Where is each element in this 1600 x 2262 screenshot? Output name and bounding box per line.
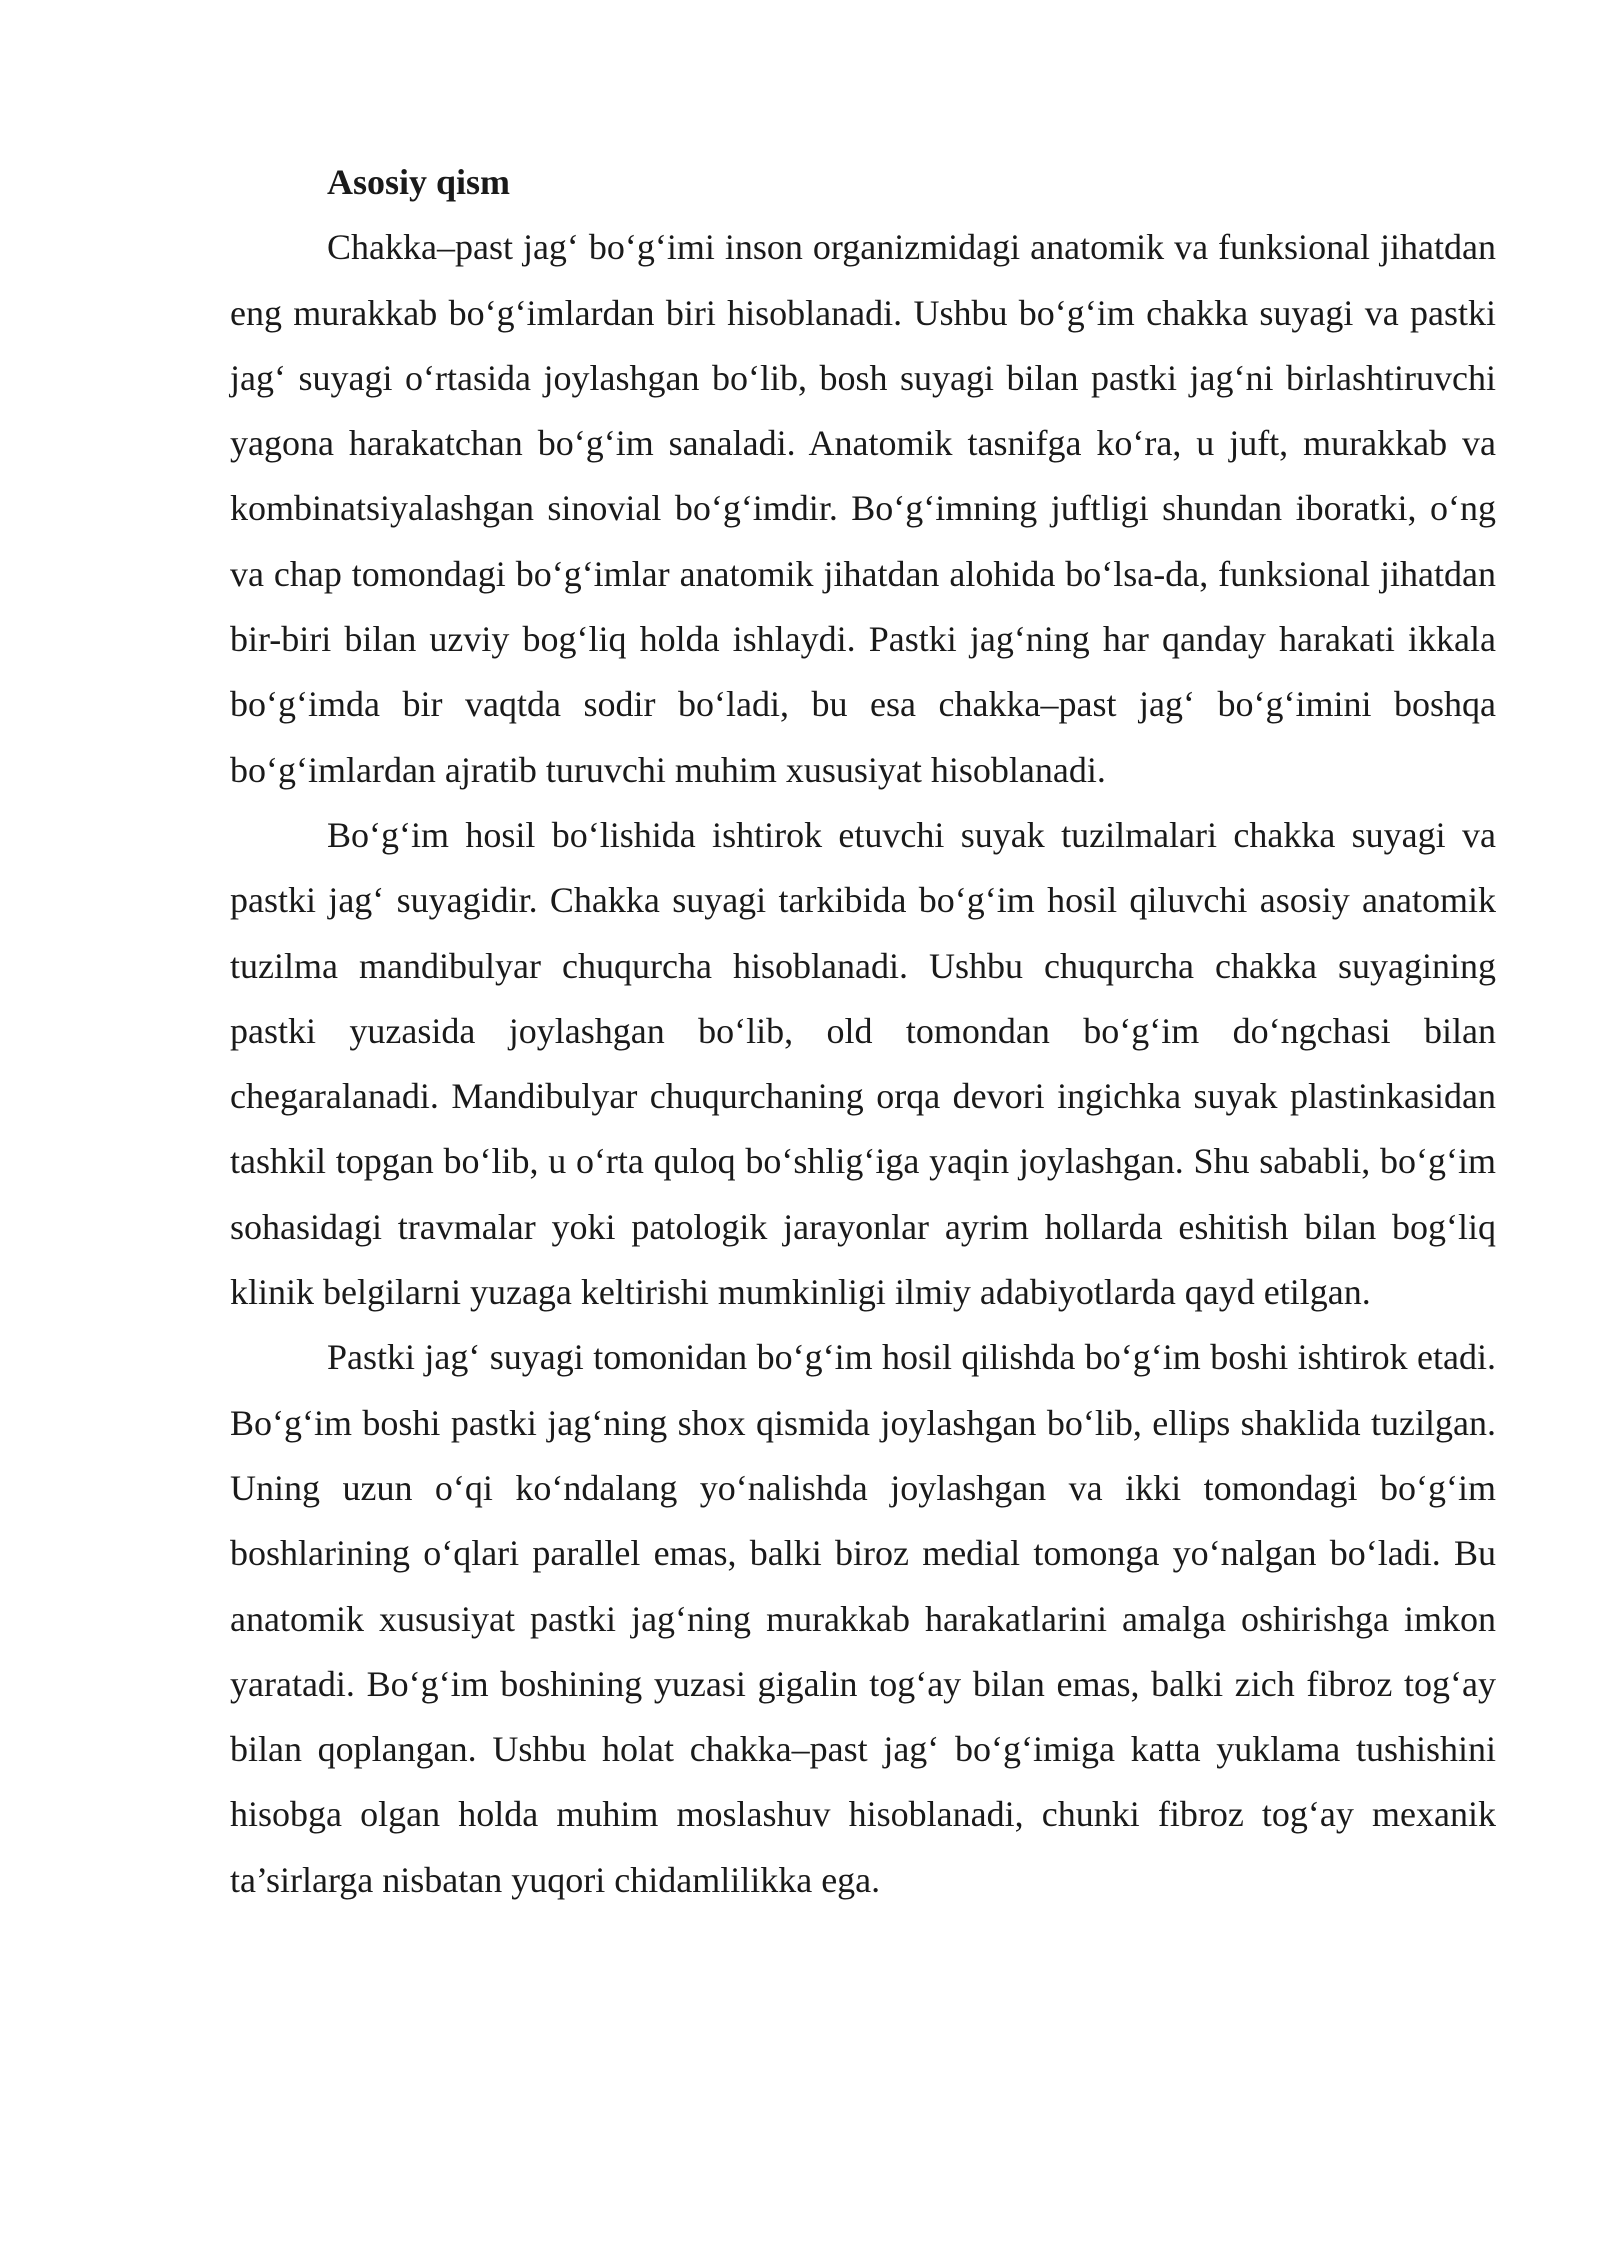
paragraph-2: Bo‘g‘im hosil bo‘lishida ishtirok etuvchi suyak tuzilmalari chakka suyagi va pastki jag‘ suyagidir. Chakka suyagi tarkibida bo‘g‘im hosil qiluvchi asosiy anatomik tuzilma mandibulyar chuqurcha hisoblanadi. Ushbu chuqurcha chakka suyagining pastki yuzasida joylashgan bo‘lib, old tomondan bo‘g‘im do‘ngchasi bilan chegaralanadi. Mandibulyar chuqurchaning orqa devori ingichka suyak plastinkasidan tashkil topgan bo‘lib, u o‘rta quloq bo‘shlig‘iga yaqin joylashgan. Shu sababli, bo‘g‘im sohasidagi travmalar yoki patologik jarayonlar ayrim hollarda eshitish bilan bog‘liq klinik belgilarni yuzaga keltirishi mumkinligi ilmiy adabiyotlarda qayd etilgan. <box>230 814 1496 1313</box>
document-body <box>230 150 1496 1913</box>
paragraph-3: Pastki jag‘ suyagi tomonidan bo‘g‘im hosil qilishda bo‘g‘im boshi ishtirok etadi. Bo‘g‘im boshi pastki jag‘ning shox qismida joylashgan bo‘lib, ellips shaklida tuzilgan. Uning uzun o‘qi ko‘ndalang yo‘nalishda joylashgan va ikki tomondagi bo‘g‘im boshlarining o‘qlari parallel emas, balki biroz medial tomonga yo‘nalgan bo‘ladi. Bu anatomik xususiyat pastki jag‘ning murakkab harakatlarini amalga oshirishga imkon yaratadi. Bo‘g‘im boshining yuzasi gigalin tog‘ay bilan emas, balki zich fibroz tog‘ay bilan qoplangan. Ushbu holat chakka–past jag‘ bo‘g‘imiga katta yuklama tushishini hisobga olgan holda muhim moslashuv hisoblanadi, chunki fibroz tog‘ay mexanik ta’sirlarga nisbatan yuqori chidamlilikka ega. <box>230 1337 1496 1900</box>
paragraph-1: Chakka–past jag‘ bo‘g‘imi inson organizmidagi anatomik va funksional jihatdan eng murakkab bo‘g‘imlardan biri hisoblanadi. Ushbu bo‘g‘im chakka suyagi va pastki jag‘ suyagi o‘rtasida joylashgan bo‘lib, bosh suyagi bilan pastki jag‘ni birlashtiruvchi yagona harakatchan bo‘g‘im sanaladi. Anatomik tasnifga ko‘ra, u juft, murakkab va kombinatsiyalashgan sinovial bo‘g‘imdir. Bo‘g‘imning juftligi shundan iboratki, o‘ng va chap tomondagi bo‘g‘imlar anatomik jihatdan alohida bo‘lsa-da, funksional jihatdan bir-biri bilan uzviy bog‘liq holda ishlaydi. Pastki jag‘ning har qanday harakati ikkala bo‘g‘imda bir vaqtda sodir bo‘ladi, bu esa chakka–past jag‘ bo‘g‘imini boshqa bo‘g‘imlardan ajratib turuvchi muhim xususiyat hisoblanadi. <box>230 227 1496 790</box>
section-heading: Asosiy qism <box>327 162 511 202</box>
